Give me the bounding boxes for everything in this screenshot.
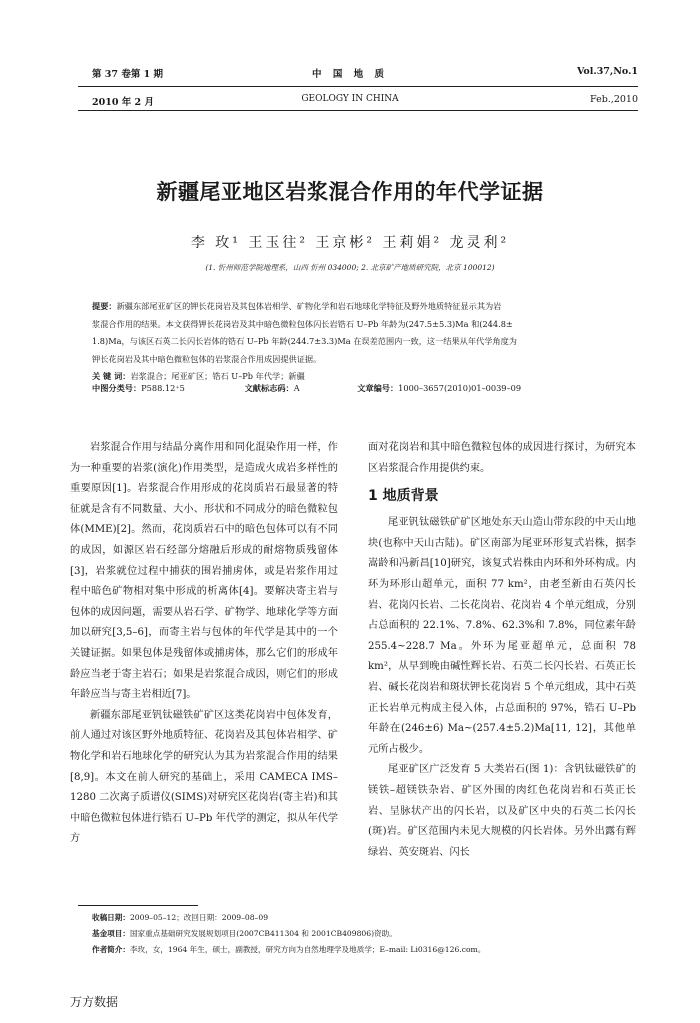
abstract	[92, 298, 612, 386]
footnote-rule	[78, 905, 198, 906]
keywords-label: 关 键 词：	[92, 371, 131, 381]
paper-title: 新疆尾亚地区岩浆混合作用的年代学证据	[156, 180, 544, 204]
footnote-funding: 基金项目：国家重点基础研究发展规划项目(2007CB411304 和 2001CB409806)资助。	[92, 929, 397, 938]
article-id-value: 1000–3657(2010)01–0039–09	[398, 383, 522, 393]
body-right-column	[368, 438, 636, 863]
abstract-line-2: 浆混合作用的结果。本文获得钾长花岗岩及其中暗色微粒包体闪长岩锆石 U–Pb 年龄为(247.5±5.3)Ma 和(244.8±	[92, 318, 513, 329]
section-heading: 1 地质背景	[368, 488, 439, 505]
abstract-line-3: 1.8)Ma，与该区石英二长闪长岩体的锆石 U–Pb 年龄(244.7±3.3)Ma 在误差范围内一致，这一结果从年代学角度为	[92, 336, 517, 346]
body-paragraph: 新疆东部尾亚钒钛磁铁矿矿区这类花岗岩中包体发育，前人通过对该区野外地质特征、花岗岩及其包体岩相学、矿物化学和岩石地球化学的研究认为其为岩浆混合作用的结果[8,9]。本文在前人研究的基础上，采用 CAMECA IMS–1280 二次离子质谱仪(SIMS)对研究区花岗岩(寄主岩)和其中暗色微粒包体进行锆石 U–Pb 年代学的测定，拟从年代学方	[70, 709, 338, 845]
header-journal-en: GEOLOGY IN CHINA	[301, 94, 399, 104]
doc-code-value: A	[293, 383, 300, 393]
header-volume-en: Vol.37,No.1	[576, 66, 638, 77]
header-journal-cn: 中 国 地 质	[312, 69, 388, 80]
body-paragraph: 面对花岗岩和其中暗色微粒包体的成因进行探讨，为研究本区岩浆混合作用提供约束。	[368, 442, 636, 474]
header-date-en: Feb.,2010	[590, 94, 638, 105]
header-date-cn: 2010 年 2 月	[92, 97, 154, 108]
header-volume-cn: 第 37 卷第 1 期	[92, 69, 164, 80]
header-rule-top	[78, 86, 638, 87]
footnote-author: 作者简介：李玫，女，1964 年生，硕士，副教授，研究方向为自然地理学及地质学；E–mail: Li0316@126.com。	[92, 945, 486, 954]
body-paragraph: 尾亚矿区广泛发育 5 大类岩石(图 1)：含钒钛磁铁矿的镁铁–超镁铁杂岩、矿区外围的肉红色花岗岩和石英正长岩、呈脉状产出的闪长岩，以及矿区中央的石英二长闪长(斑)岩。矿区范围内未见大规模的闪长岩体。另外出露有辉绿岩、英安斑岩、闪长	[368, 764, 636, 858]
abstract-label: 提要：	[92, 301, 117, 311]
doc-code-label: 文献标志码：	[244, 383, 294, 393]
body-left-column	[70, 438, 338, 850]
footnote-received: 收稿日期：2009–05–12；改回日期：2009–08–09	[92, 913, 269, 922]
keywords-text: 岩浆混合；尾亚矿区；锆石 U–Pb 年代学；新疆	[130, 371, 305, 381]
paper-authors: 李 玫¹ 王玉往² 王京彬² 王莉娟² 龙灵利²	[190, 235, 510, 251]
paper-affiliations: (1. 忻州师范学院地理系，山西 忻州 034000; 2. 北京矿产地质研究院，北京 100012)	[205, 263, 495, 272]
article-id-label: 文章编号：	[357, 383, 399, 393]
header-rule-bottom	[78, 110, 638, 111]
clc-label: 中图分类号：	[92, 383, 142, 393]
body-paragraph: 尾亚钒钛磁铁矿矿区地处东天山造山带东段的中天山地块(也称中天山古陆)。矿区南部为尾亚环形复式岩株，据李嵩龄和冯新昌[10]研究，该复式岩株由内环和外环构成。内环为环形山超单元，面积 77 km²，由老至新由石英闪长岩、花岗闪长岩、二长花岗岩、花岗岩 4 个单元组成，分别占总面积的 22.1%、7.8%、62.3%和 7.8%，同位素年龄 255.4~228.7 Ma。外环为尾亚超单元，总面积 78 km²，从早到晚由碱性辉长岩、石英二长闪长岩、石英正长岩、碱长花岗岩和斑状钾长花岗岩 5 个单元组成，其中石英正长岩单元构成主侵入体，占总面积的 97%，锆石 U–Pb 年龄在(246±6) Ma~(257.4±5.2)Ma[11, 12]，其他单元所占极少。	[368, 517, 636, 755]
body-paragraph: 岩浆混合作用与结晶分离作用和同化混染作用一样，作为一种重要的岩浆(演化)作用类型，是造成火成岩多样性的重要原因[1]。岩浆混合作用形成的花岗质岩石最显著的特征就是含有不同数量、大小、形状和不同成分的暗色微粒包体(MME)[2]。然而，花岗质岩石中的暗色包体可以有不同的成因，如源区岩石经部分熔融后形成的耐熔物质残留体[3]，岩浆就位过程中捕获的围岩捕虏体，或是岩浆作用过程中暗色矿物相对集中形成的析离体[4]。要解决寄主岩与包体的成因问题，需要从岩石学、矿物学、地球化学等方面加以研究[3,5–6]，而寄主岩与包体的年代学是其中的一个关键证据。如果包体是残留体或捕虏体，那么它们的形成年龄应当老于寄主岩石；如果是岩浆混合成因，则它们的形成年龄应当与寄主岩相近[7]。	[70, 442, 338, 701]
abstract-line-4: 钾长花岗岩及其中暗色微粒包体的岩浆混合作用成因提供证据。	[92, 353, 322, 364]
classification-line	[92, 383, 521, 394]
watermark: 万方数据	[70, 995, 119, 1009]
abstract-line-1: 提要：新疆东部尾亚矿区的钾长花岗岩及其包体岩相学、矿物化学和岩石地球化学特征及野外地质特征显示其为岩	[92, 301, 502, 311]
clc-value: P588.12⁺5	[141, 383, 185, 393]
